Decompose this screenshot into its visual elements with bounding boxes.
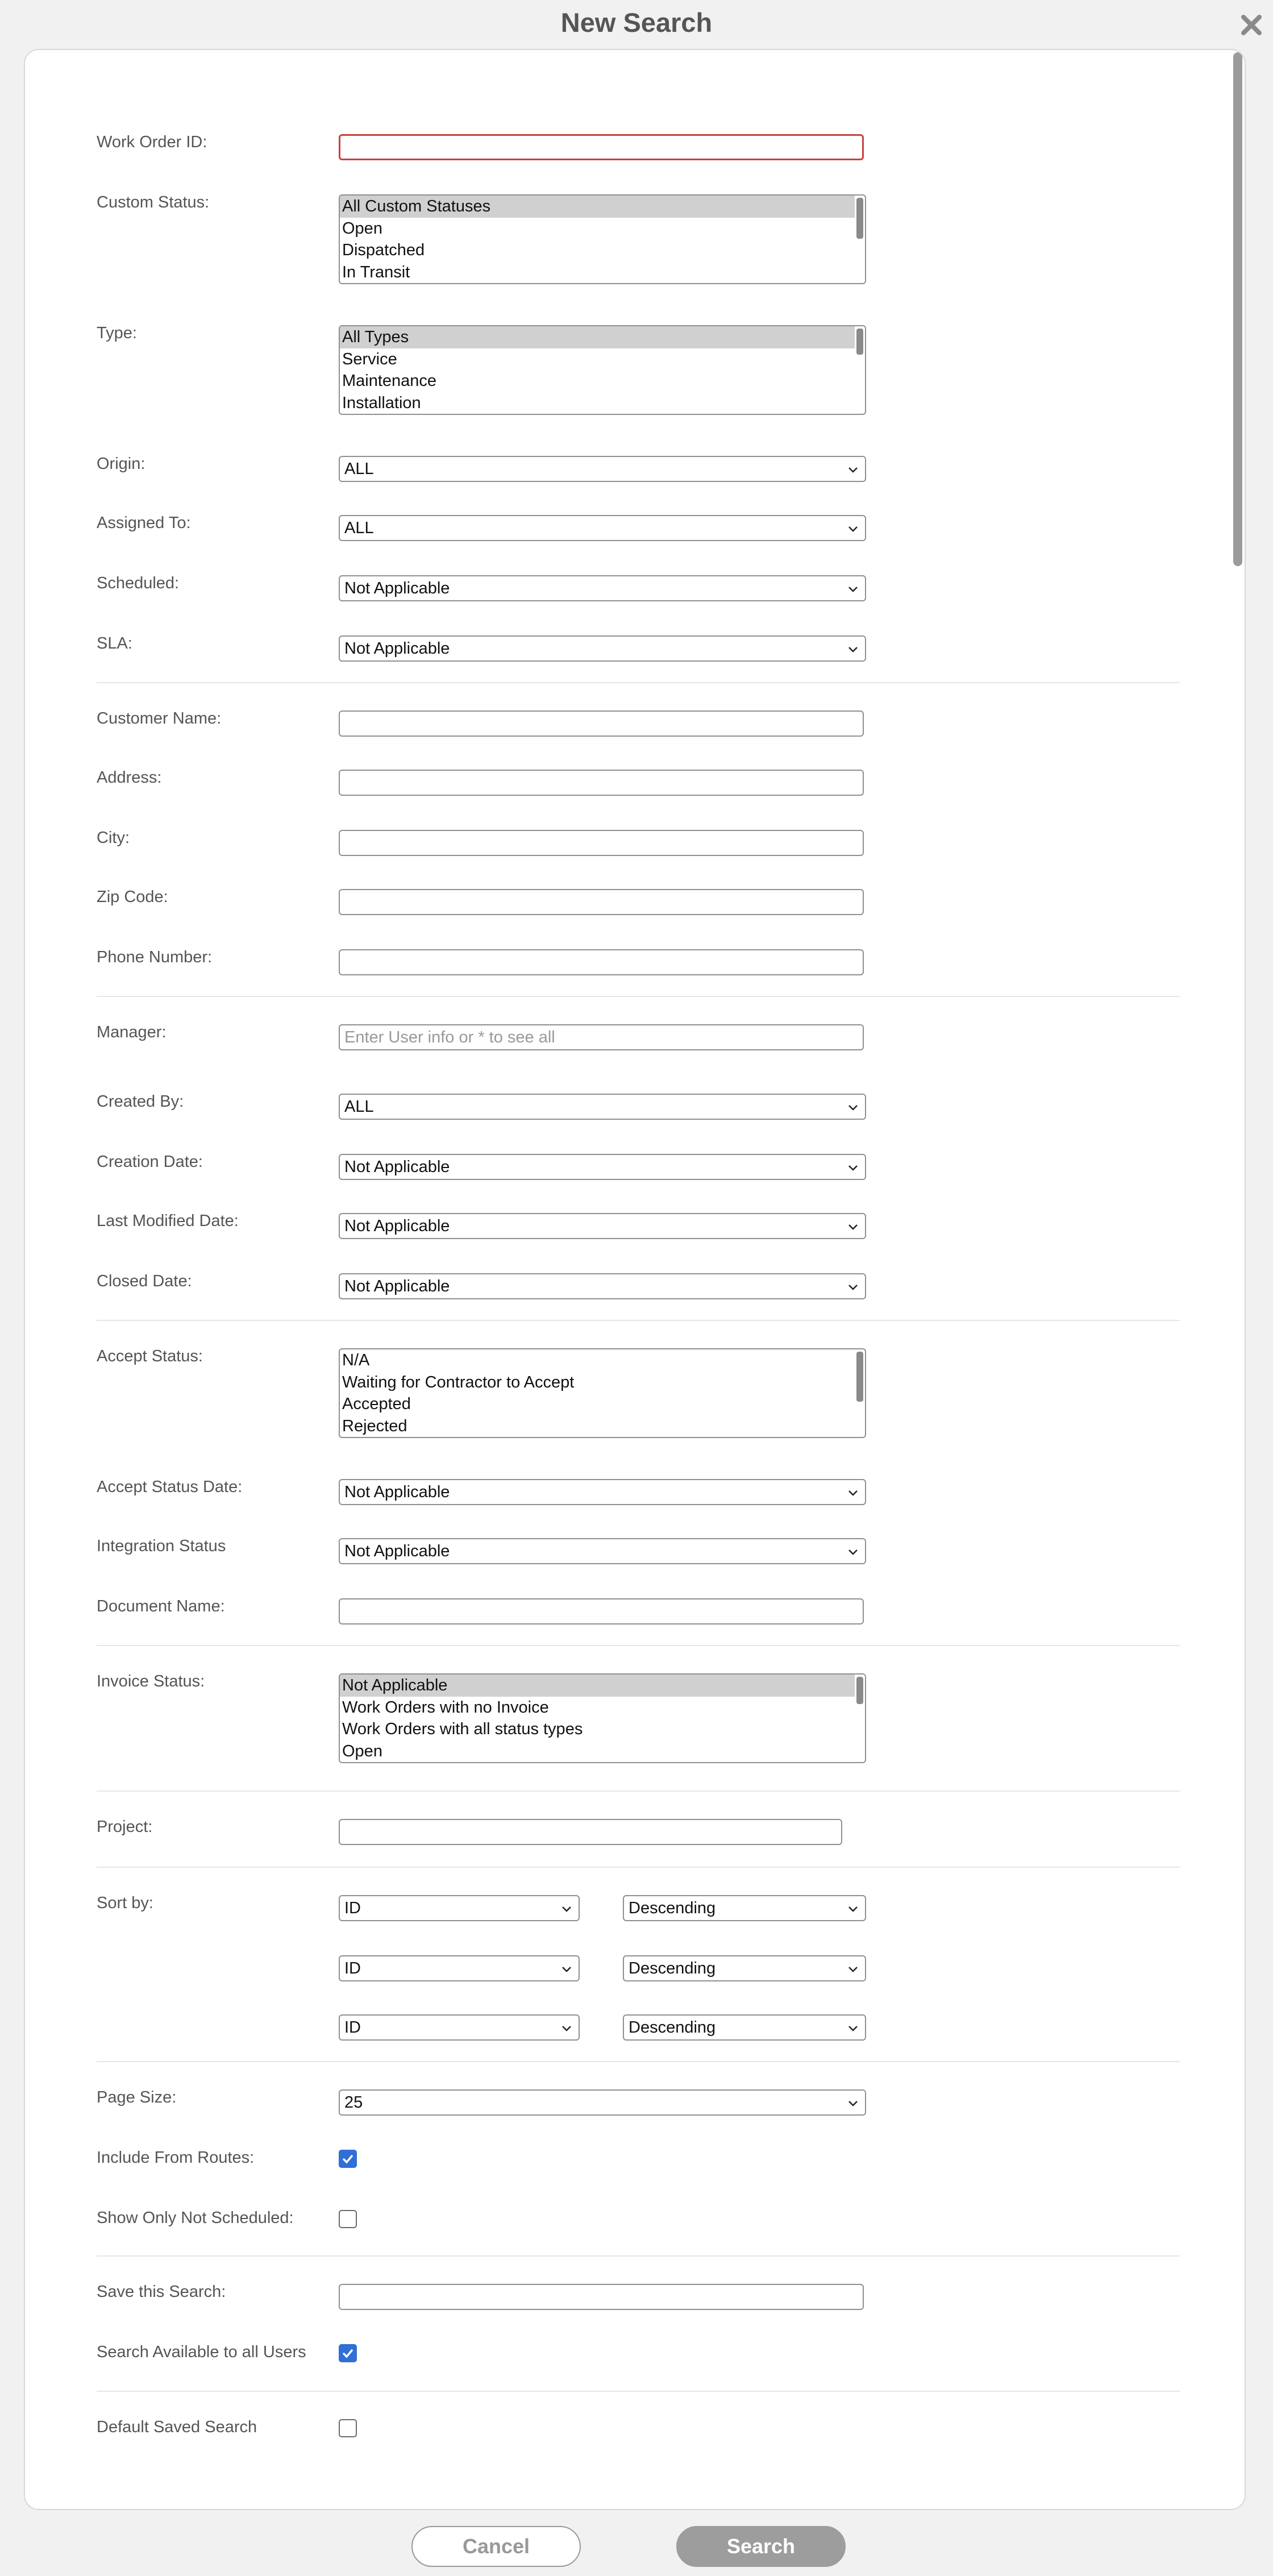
list-option[interactable]: Open: [342, 219, 382, 238]
sort-order-select-3[interactable]: [623, 2014, 866, 2041]
chevron-down-icon: [847, 464, 859, 476]
list-option[interactable]: Rejected: [342, 1416, 407, 1435]
chevron-down-icon: [847, 1162, 859, 1174]
work-order-id-label: Work Order ID:: [97, 133, 207, 151]
select-value: 25: [344, 2093, 363, 2112]
scrollbar[interactable]: [1231, 50, 1245, 2509]
creation-date-select[interactable]: [339, 1154, 866, 1180]
city-label: City:: [97, 829, 130, 847]
select-value: ALL: [344, 460, 374, 478]
chevron-down-icon: [560, 2022, 573, 2035]
accept-status-listbox[interactable]: [339, 1348, 866, 1438]
select-value: Not Applicable: [344, 639, 450, 658]
select-value: Descending: [629, 2018, 716, 2037]
select-value: Not Applicable: [344, 1542, 450, 1560]
page-size-select[interactable]: [339, 2089, 866, 2116]
created-by-select[interactable]: [339, 1094, 866, 1120]
chevron-down-icon: [847, 1102, 859, 1114]
invoice-status-listbox[interactable]: [339, 1673, 866, 1763]
creation-date-label: Creation Date:: [97, 1153, 203, 1171]
select-value: Not Applicable: [344, 1158, 450, 1176]
list-option[interactable]: Dispatched: [342, 241, 425, 259]
list-option[interactable]: Not Applicable: [340, 1675, 855, 1697]
search-available-checkbox[interactable]: [339, 2344, 357, 2362]
sort-order-select-2[interactable]: [623, 1955, 866, 1981]
select-value: Not Applicable: [344, 1217, 450, 1235]
phone-number-label: Phone Number:: [97, 948, 213, 966]
chevron-down-icon: [847, 1487, 859, 1499]
default-saved-search-label: Default Saved Search: [97, 2418, 257, 2436]
dialog-title: New Search: [560, 7, 713, 38]
section-divider: [97, 682, 1180, 683]
select-value: ALL: [344, 1098, 374, 1116]
section-divider: [97, 2061, 1180, 2062]
manager-label: Manager:: [97, 1023, 167, 1041]
closed-date-select[interactable]: [339, 1273, 866, 1299]
assigned-to-label: Assigned To:: [97, 514, 191, 532]
cancel-button[interactable]: Cancel: [411, 2526, 581, 2567]
accept-status-label: Accept Status:: [97, 1347, 203, 1365]
closed-date-label: Closed Date:: [97, 1272, 192, 1290]
zip-code-input[interactable]: [339, 889, 864, 915]
show-only-not-scheduled-label: Show Only Not Scheduled:: [97, 2209, 294, 2227]
address-label: Address:: [97, 768, 162, 787]
save-this-search-label: Save this Search:: [97, 2283, 226, 2301]
sla-label: SLA:: [97, 634, 132, 653]
origin-select[interactable]: [339, 456, 866, 482]
list-option[interactable]: Work Orders with all status types: [342, 1720, 583, 1738]
sort-field-select-3[interactable]: [339, 2014, 580, 2041]
search-form-panel: [24, 49, 1246, 2510]
chevron-down-icon: [847, 1963, 859, 1976]
manager-input[interactable]: Enter User info or * to see all: [339, 1024, 864, 1050]
document-name-label: Document Name:: [97, 1597, 225, 1615]
sort-by-label: Sort by:: [97, 1894, 153, 1912]
work-order-id-input[interactable]: [339, 134, 864, 160]
last-modified-date-label: Last Modified Date:: [97, 1212, 239, 1230]
list-option[interactable]: All Types: [340, 326, 855, 348]
section-divider: [97, 996, 1180, 997]
address-input[interactable]: [339, 770, 864, 796]
list-option[interactable]: Maintenance: [342, 372, 437, 390]
chevron-down-icon: [847, 2022, 859, 2035]
listbox-scroll-thumb[interactable]: [856, 329, 863, 355]
section-divider: [97, 1790, 1180, 1792]
chevron-down-icon: [847, 1903, 859, 1916]
list-option[interactable]: Open: [342, 1742, 382, 1760]
created-by-label: Created By:: [97, 1092, 184, 1111]
phone-number-input[interactable]: [339, 949, 864, 975]
select-value: Descending: [629, 1899, 716, 1917]
check-icon: [340, 2345, 356, 2361]
select-value: ID: [344, 2018, 361, 2037]
assigned-to-select[interactable]: [339, 515, 866, 541]
include-from-routes-label: Include From Routes:: [97, 2149, 255, 2167]
invoice-status-label: Invoice Status:: [97, 1672, 205, 1690]
list-option[interactable]: N/A: [342, 1351, 370, 1369]
section-divider: [97, 2255, 1180, 2257]
close-icon[interactable]: [1237, 10, 1266, 40]
select-value: Not Applicable: [344, 1483, 450, 1501]
integration-status-select[interactable]: [339, 1538, 866, 1564]
integration-status-label: Integration Status: [97, 1537, 226, 1555]
chevron-down-icon: [560, 1963, 573, 1976]
check-icon: [340, 2151, 356, 2167]
section-divider: [97, 1320, 1180, 1321]
select-value: ID: [344, 1959, 361, 1977]
section-divider: [97, 2391, 1180, 2392]
chevron-down-icon: [847, 1221, 859, 1233]
type-label: Type:: [97, 324, 137, 342]
chevron-down-icon: [560, 1903, 573, 1916]
select-value: Not Applicable: [344, 579, 450, 597]
scheduled-select[interactable]: [339, 575, 866, 601]
list-option[interactable]: Work Orders with no Invoice: [342, 1698, 549, 1717]
sort-field-select-2[interactable]: [339, 1955, 580, 1981]
customer-name-input[interactable]: [339, 711, 864, 737]
default-saved-search-checkbox[interactable]: [339, 2419, 357, 2437]
save-this-search-input[interactable]: [339, 2284, 864, 2310]
city-input[interactable]: [339, 830, 864, 856]
accept-status-date-label: Accept Status Date:: [97, 1478, 243, 1496]
custom-status-label: Custom Status:: [97, 193, 210, 211]
listbox-scroll-thumb[interactable]: [856, 1677, 863, 1704]
list-option[interactable]: Accepted: [342, 1395, 411, 1413]
chevron-down-icon: [847, 583, 859, 596]
section-divider: [97, 1645, 1180, 1646]
sla-select[interactable]: [339, 635, 866, 662]
type-listbox[interactable]: [339, 325, 866, 415]
select-value: ALL: [344, 519, 374, 537]
list-option[interactable]: All Custom Statuses: [340, 196, 855, 218]
accept-status-date-select[interactable]: [339, 1479, 866, 1505]
custom-status-listbox[interactable]: [339, 194, 866, 284]
list-option[interactable]: In Transit: [342, 263, 410, 281]
scrollbar-thumb[interactable]: [1233, 52, 1242, 566]
section-divider: [97, 1867, 1180, 1868]
chevron-down-icon: [847, 2097, 859, 2110]
zip-code-label: Zip Code:: [97, 888, 168, 906]
search-button[interactable]: Search: [676, 2526, 846, 2567]
project-label: Project:: [97, 1818, 153, 1836]
listbox-scroll-thumb[interactable]: [856, 1352, 863, 1402]
page-size-label: Page Size:: [97, 2088, 177, 2106]
show-only-not-scheduled-checkbox[interactable]: [339, 2210, 357, 2228]
last-modified-date-select[interactable]: [339, 1213, 866, 1239]
list-option[interactable]: Installation: [342, 393, 421, 412]
select-value: Descending: [629, 1959, 716, 1977]
origin-label: Origin:: [97, 455, 145, 473]
chevron-down-icon: [847, 643, 859, 656]
chevron-down-icon: [847, 1546, 859, 1559]
select-value: ID: [344, 1899, 361, 1917]
sort-order-select-1[interactable]: [623, 1895, 866, 1921]
select-value: Not Applicable: [344, 1277, 450, 1295]
list-option[interactable]: Waiting for Contractor to Accept: [342, 1373, 575, 1391]
chevron-down-icon: [847, 1281, 859, 1294]
list-option[interactable]: Service: [342, 350, 397, 368]
project-input[interactable]: [339, 1819, 842, 1845]
document-name-input[interactable]: [339, 1598, 864, 1624]
sort-field-select-1[interactable]: [339, 1895, 580, 1921]
scheduled-label: Scheduled:: [97, 574, 180, 592]
search-available-label: Search Available to all Users: [97, 2343, 306, 2361]
listbox-scroll-thumb[interactable]: [856, 198, 863, 239]
chevron-down-icon: [847, 523, 859, 535]
customer-name-label: Customer Name:: [97, 709, 222, 728]
include-from-routes-checkbox[interactable]: [339, 2150, 357, 2168]
